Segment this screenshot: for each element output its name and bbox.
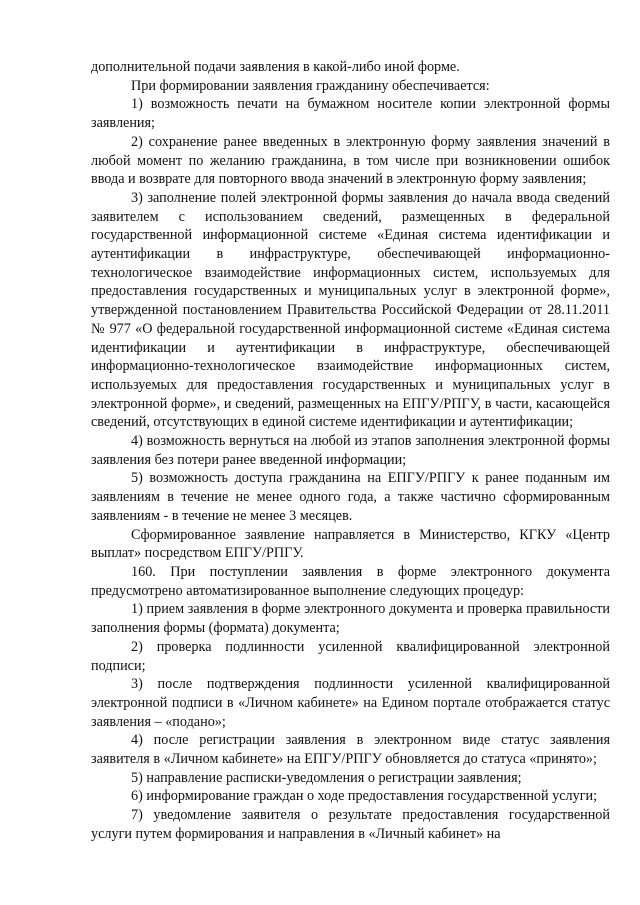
paragraph-item-3: 3) заполнение полей электронной формы заявления до начала ввода сведений заявителем с использованием сведений, размещенных в федеральной государственной информационной системе «Единая система идентификации и аутентификации в инфраструктуре, обеспечивающей информационно-технологическое взаимодействие информационных систем, используемых для предоставления государственных и муниципальных услуг в электронной форме», утвержденной постановлением Правительства Российской Федерации от 28.11.2011 № 977 «О федеральной государственной информационной системе «Единая система идентификации и аутентификации в инфраструктуре, обеспечивающей информационно-технологическое взаимодействие информационных систем, используемых для предоставления государственных и муниципальных услуг в электронной форме», и сведений, размещенных на ЕПГУ/РПГУ, в части, касающейся сведений, отсутствующих в единой системе идентификации и аутентификации; [91, 189, 610, 431]
paragraph-submission: Сформированное заявление направляется в Министерство, КГКУ «Центр выплат» посредством ЕПГУ/РПГУ. [91, 526, 610, 562]
paragraph-procedure-5: 5) направление расписки-уведомления о регистрации заявления; [131, 769, 522, 786]
paragraph-procedure-2: 2) проверка подлинности усиленной квалифицированной электронной подписи; [91, 638, 610, 674]
document-body [91, 58, 610, 844]
paragraph-item-1: 1) возможность печати на бумажном носителе копии электронной формы заявления; [91, 96, 610, 132]
paragraph-procedure-7: 7) уведомление заявителя о результате предоставления государственной услуги путем формирования и направления в «Личный кабинет» на [91, 807, 610, 842]
paragraph-procedure-3: 3) после подтверждения подлинности усиленной квалифицированной электронной подписи в «Личном кабинете» на Едином портале отображается статус заявления – «подано»; [91, 676, 610, 730]
paragraph-item-5: 5) возможность доступа гражданина на ЕПГУ/РПГУ к ранее поданным им заявлениям в течение не менее одного года, а также частично сформированным заявлениям - в течение не менее 3 месяцев. [91, 470, 610, 524]
paragraph-procedure-1: 1) прием заявления в форме электронного документа и проверка правильности заполнения формы (формата) документа; [91, 601, 610, 637]
paragraph-intro: При формировании заявления гражданину обеспечивается: [131, 77, 490, 94]
paragraph-section-160: 160. При поступлении заявления в форме электронного документа предусмотрено автоматизированное выполнение следующих процедур: [91, 563, 610, 599]
paragraph-continuation: дополнительной подачи заявления в какой-либо иной форме. [91, 59, 460, 75]
paragraph-item-2: 2) сохранение ранее введенных в электронную форму заявления значений в любой момент по желанию гражданина, в том числе при возникновении ошибок ввода и возврате для повторного ввода значений в электронную форму заявления; [91, 133, 610, 188]
paragraph-item-4: 4) возможность вернуться на любой из этапов заполнения электронной формы заявления без потери ранее введенной информации; [91, 433, 610, 468]
paragraph-procedure-4: 4) после регистрации заявления в электронном виде статус заявления заявителя в «Личном кабинете» на ЕПГУ/РПГУ обновляется до статуса «принято»; [91, 732, 610, 768]
paragraph-procedure-6: 6) информирование граждан о ходе предоставления государственной услуги; [131, 788, 598, 805]
